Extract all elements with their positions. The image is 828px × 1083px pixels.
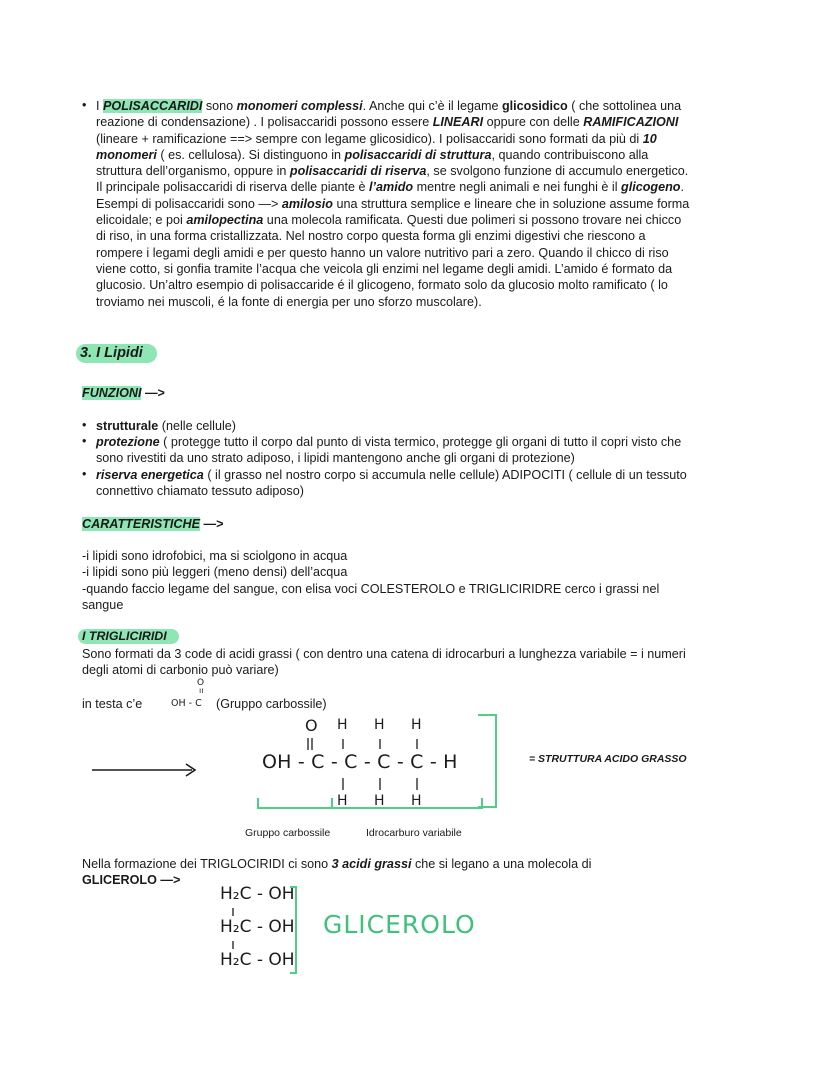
term-lineari: LINEARI — [432, 115, 484, 130]
term-strutturale: strutturale — [96, 419, 159, 433]
fa-h-bottom: H — [337, 793, 348, 809]
text-span: Il principale polisaccaridi di riserva delle piante è — [96, 180, 370, 195]
arrow-label: —> — [141, 386, 165, 400]
gruppo-carbossile-label: (Gruppo carbossile) — [216, 697, 327, 711]
text-span: reazione di condensazione) . I polisaccaridi possono essere — [96, 115, 433, 130]
bullet-dot: • — [82, 467, 87, 481]
caratteristica-line: -i lipidi sono più leggeri (meno densi) dell’acqua — [82, 565, 348, 580]
arrow-label: —> — [156, 873, 181, 888]
small-double-bond: ıı — [199, 686, 204, 695]
trigliciridi-paragraph — [82, 646, 686, 679]
term-glicerolo: GLICEROLO — [82, 873, 157, 888]
funzione-protezione — [96, 434, 681, 467]
caratteristica-line: -i lipidi sono idrofobici, ma si sciolgono in acqua — [82, 549, 348, 563]
funzione-riserva — [96, 467, 687, 500]
text-span: mentre negli animali e nei funghi è il — [413, 180, 622, 195]
term-10: 10 — [642, 131, 657, 146]
text-span: Esempi di polisaccaridi sono —> — [96, 196, 282, 211]
text-line: degli atomi di carbonio può variare) — [82, 663, 279, 678]
small-formula: OH - C — [171, 698, 202, 709]
fa-h-top: H — [411, 717, 422, 733]
term-amilosio: amilosio — [281, 196, 333, 211]
caratteristiche-heading — [82, 516, 223, 532]
text-line: Sono formati da 3 code di acidi grassi ( con dentro una catena di idrocarburi a lunghezza variabile = i numeri — [82, 647, 686, 661]
lipidi-title: 3. I Lipidi — [76, 344, 157, 363]
caratteristiche-list — [82, 548, 659, 613]
term-protezione: protezione — [96, 435, 160, 449]
fa-h-bottom: H — [411, 793, 422, 809]
text-span: oppure con delle — [483, 115, 584, 130]
text-line: glucosio. Un’altro esempio di polisaccaride é il glicogeno, formato solo da glucosio molto ramificato ( lo — [96, 278, 668, 293]
caratteristica-line: sangue — [82, 597, 124, 612]
term-ramificazioni: RAMIFICAZIONI — [583, 115, 679, 130]
section-heading-lipidi — [76, 345, 157, 361]
text-line: di riso, in una forma cristallizzata. Nel nostro corpo questa forma gli enzimi digestivi che riescono a — [96, 229, 646, 244]
text-span: che si legano a una molecola di — [411, 857, 592, 871]
term-polisaccaridi-struttura: polisaccaridi di struttura — [344, 147, 492, 162]
trigliciridi-title: I TRIGLICIRIDI — [78, 629, 179, 644]
term-polisaccaridi-riserva: polisaccaridi di riserva — [289, 164, 427, 179]
funzioni-title: FUNZIONI — [82, 386, 142, 400]
text-span: ( il grasso nel nostro corpo si accumula nelle cellule) ADIPOCITI ( cellule di un tessuto — [203, 468, 687, 482]
arrow-label: —> — [200, 517, 224, 531]
formazione-paragraph — [82, 856, 591, 889]
term-glicosidico: glicosidico — [501, 99, 568, 113]
term-3-acidi-grassi: 3 acidi grassi — [331, 857, 412, 871]
fa-oxygen: O — [305, 716, 318, 735]
text-span: struttura dell’organismo, oppure in — [96, 164, 290, 179]
text-span: (nelle cellule) — [158, 419, 236, 433]
text-span: I — [96, 99, 103, 113]
glicerolo-row: H₂C - OH — [220, 950, 295, 970]
bullet-dot: • — [82, 418, 87, 432]
long-arrow-icon — [92, 760, 202, 780]
text-span: . Anche qui c’è il legame — [362, 99, 502, 113]
funzioni-heading — [82, 385, 165, 401]
green-brackets — [250, 712, 500, 812]
text-span: Nella formazione dei TRIGLOCIRIDI ci sono — [82, 857, 332, 871]
text-span: , quando contribuiscono alla — [491, 147, 649, 162]
bullet-dot: • — [82, 434, 87, 448]
in-testa-label: in testa c’e — [82, 697, 143, 711]
text-span: una struttura semplice e lineare che in soluzione assume forma — [332, 196, 690, 211]
term-glicogeno: glicogeno — [621, 180, 681, 195]
label-gruppo-carbossile: Gruppo carbossile — [245, 827, 331, 839]
label-idrocarburo-variabile: Idrocarburo variabile — [366, 827, 462, 839]
text-span: sono — [202, 99, 237, 113]
text-line: troviamo nei muscoli, é la fonte di energia per uno sforzo muscolare). — [96, 294, 482, 309]
fa-h-top: H — [374, 717, 385, 733]
text-span: ( protegge tutto il corpo dal punto di vista termico, protegge gli organi di tutto il copri visto che — [159, 435, 682, 449]
term-monomeri: monomeri — [96, 147, 157, 162]
glicerolo-label: GLICEROLO — [323, 910, 476, 939]
text-span: . — [680, 180, 685, 195]
text-span: ( es. cellulosa). Si distinguono in — [156, 147, 345, 162]
text-line: sono rivestiti da uno strato adiposo, i lipidi mantengono anche gli organi di protezione) — [96, 451, 575, 466]
text-span: ( che sottolinea una — [567, 99, 682, 113]
text-span: , se svolgono funzione di accumulo energetico. — [426, 164, 689, 179]
term-amido: l’amido — [369, 180, 414, 195]
term-polisaccaridi: POLISACCARIDI — [103, 99, 203, 113]
small-oxygen: O — [197, 678, 205, 688]
text-span: elicoidale; e poi — [96, 213, 187, 228]
glicerolo-row: H₂C - OH — [220, 917, 295, 937]
glicerolo-row: H₂C - OH — [220, 884, 295, 904]
caratteristiche-title: CARATTERISTICHE — [82, 517, 201, 531]
term-amilopectina: amilopectina — [186, 213, 264, 228]
caratteristica-line: -quando faccio legame del sangue, con elisa voci COLESTEROLO e TRIGLICIRIDRE cerco i grassi nel — [82, 581, 660, 596]
text-span: una molecola ramificata. Questi due polimeri si possono trovare nei chicco — [263, 213, 682, 228]
fa-h-bottom: H — [374, 793, 385, 809]
bullet-dot: • — [82, 98, 87, 112]
term-monomeri-complessi: monomeri complessi — [236, 99, 363, 113]
fa-h-top: H — [337, 717, 348, 733]
funzione-strutturale — [96, 418, 236, 434]
polisaccaridi-paragraph — [96, 98, 756, 310]
fatty-acid-formula: OH - C - C - C - C - H — [262, 751, 458, 773]
struttura-acido-grasso-label: = STRUTTURA ACIDO GRASSO — [529, 753, 687, 765]
text-line: connettivo chiamato tessuto adiposo) — [96, 484, 304, 499]
term-riserva-energetica: riserva energetica — [96, 468, 204, 482]
trigliciridi-heading — [78, 629, 179, 643]
text-line: viene cotto, si gonfia tramite l’acqua che veicola gli enzimi nel legame degli amidi. L’amido é formato da — [96, 261, 673, 276]
text-line: rompere i legami degli amidi e per questo hanno un valore nutritivo pari a zero. Quando il chicco di riso — [96, 245, 669, 260]
glicerolo-bonds — [228, 905, 318, 980]
text-span: (lineare + ramificazione ==> sempre con legame glicosidico). I polisaccaridi sono formati da più di — [96, 131, 643, 146]
